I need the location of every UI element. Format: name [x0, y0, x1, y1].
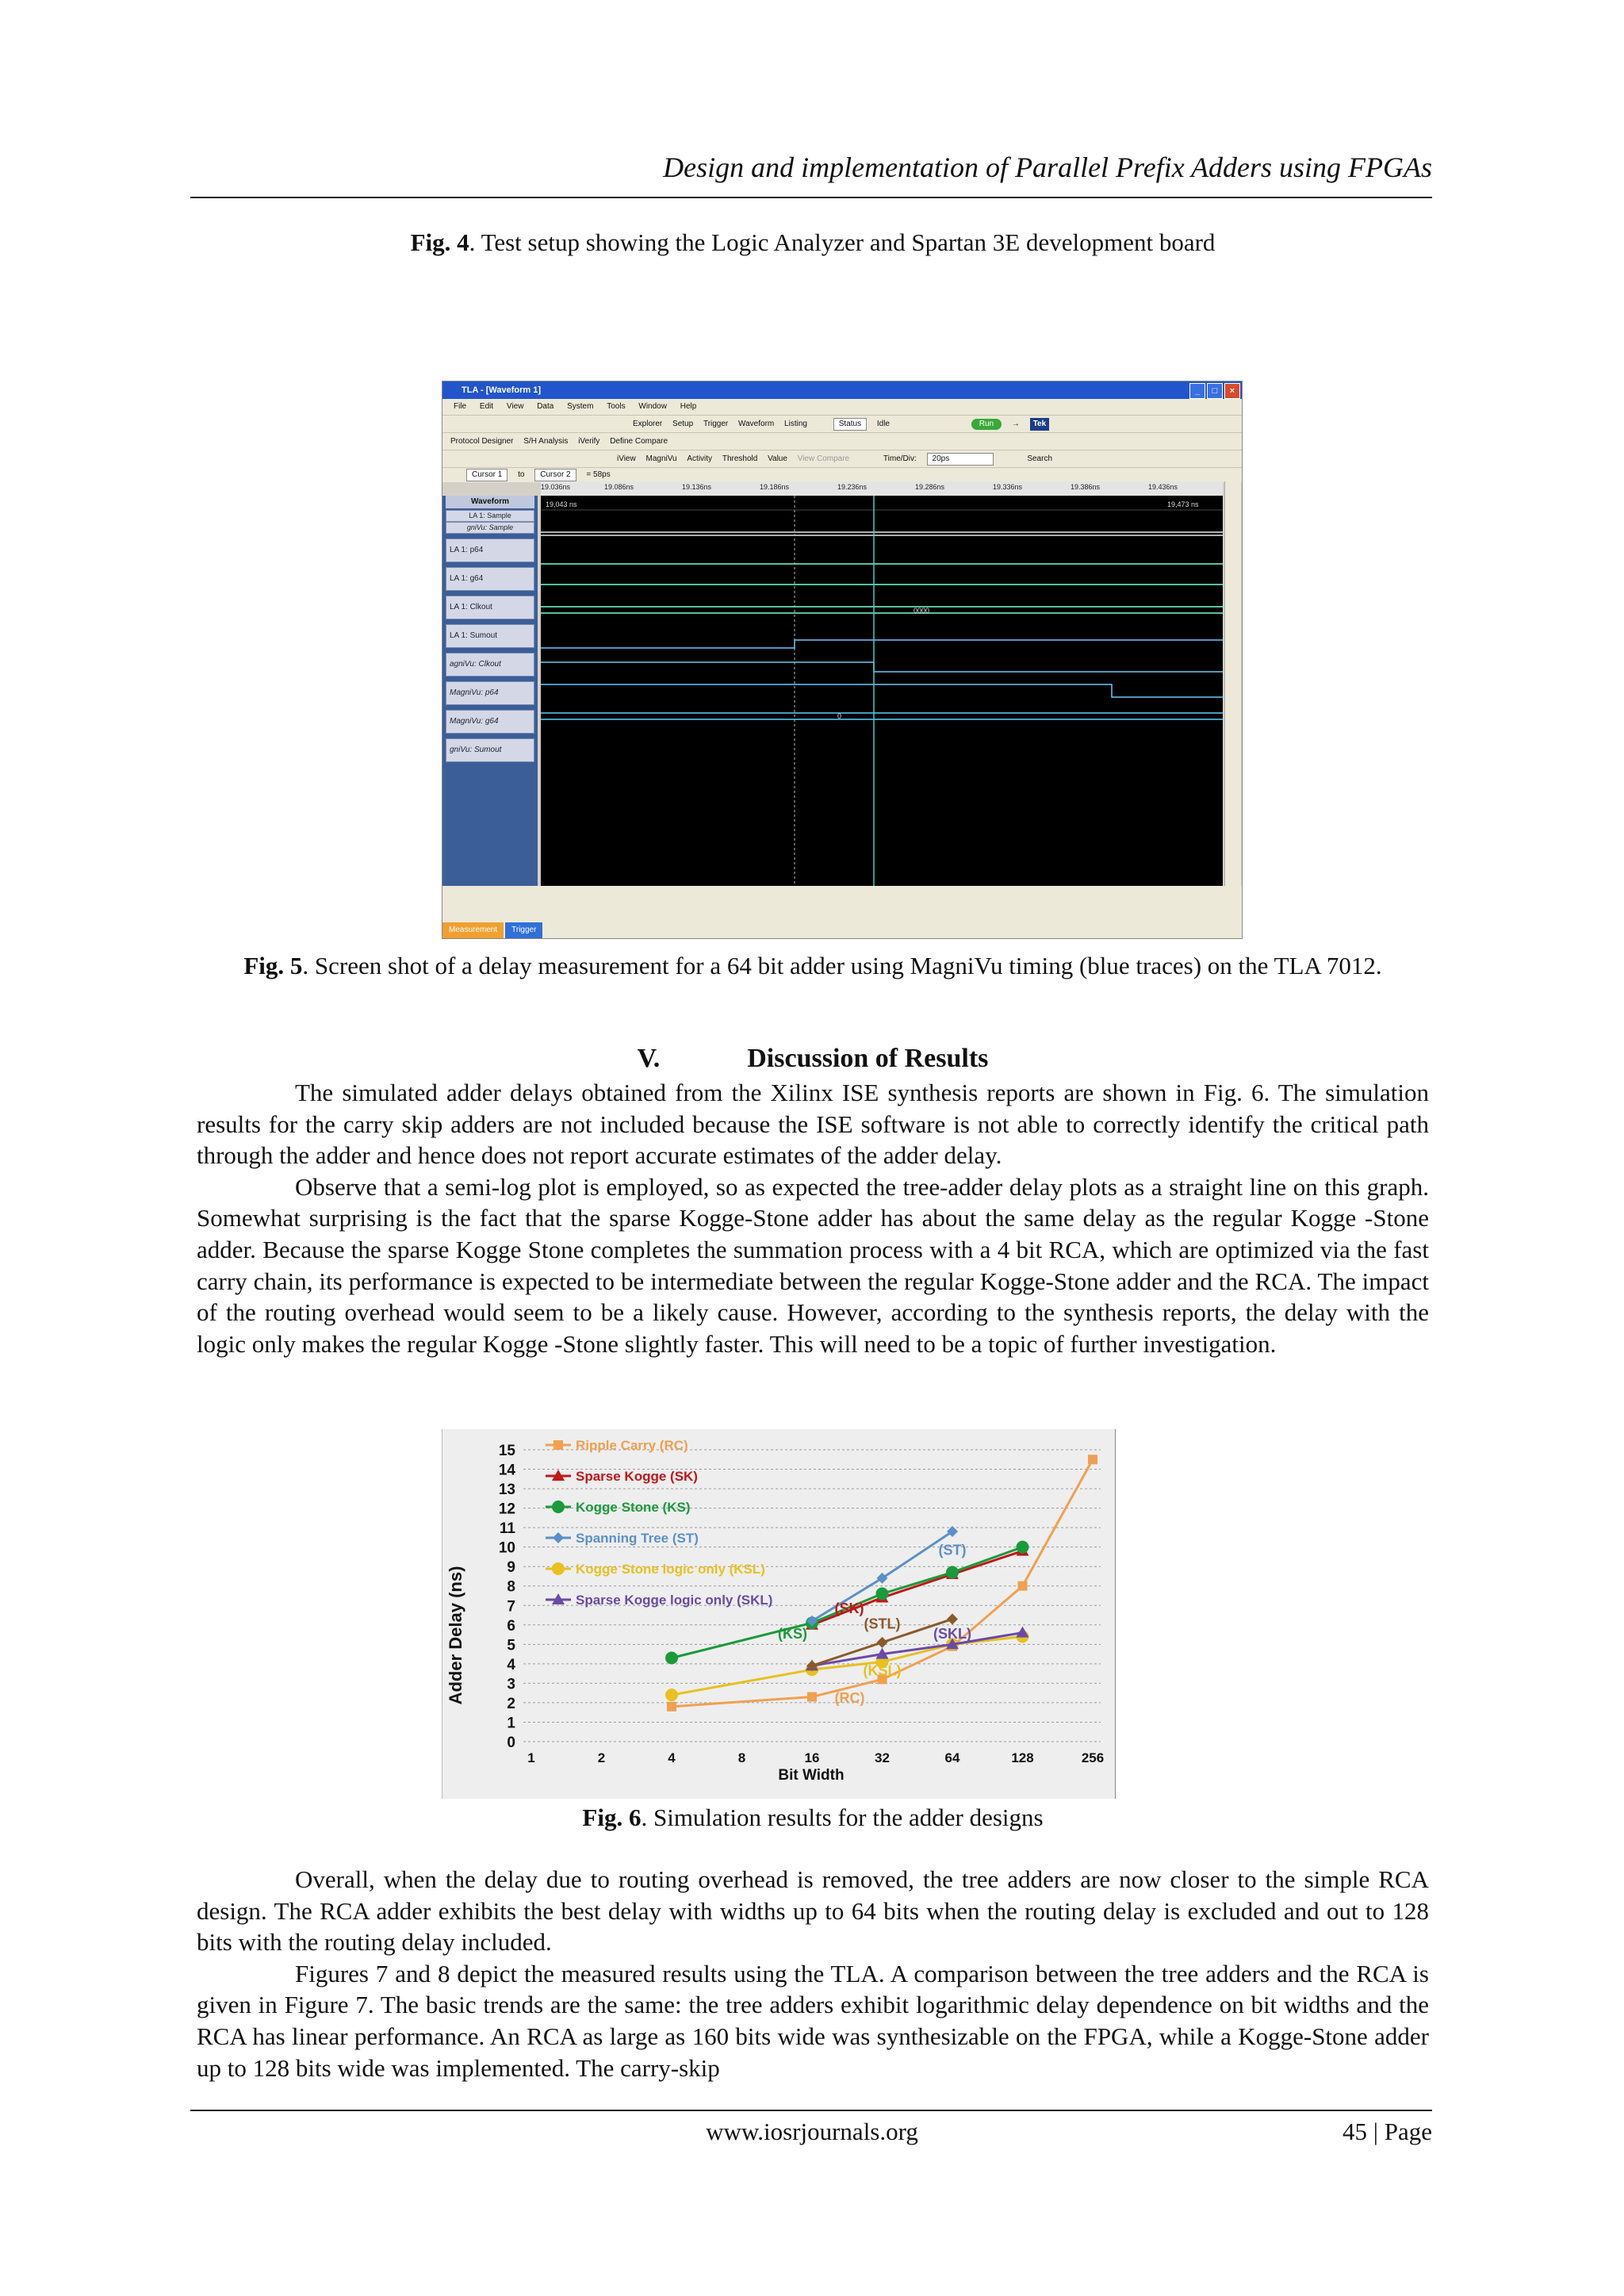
data-point: [947, 1613, 958, 1624]
page-number: 45 | Page: [1342, 2118, 1432, 2145]
y-tick-label: 0: [507, 1734, 515, 1751]
arrow-right-icon: →: [1011, 420, 1020, 428]
time-tick: 19.086ns: [604, 483, 634, 491]
tool-value: Value: [768, 454, 787, 463]
tool-iview: iView: [617, 454, 636, 463]
fig6-caption: [197, 1802, 1429, 1834]
fig4-label: Fig. 4: [410, 228, 469, 256]
channel-label[interactable]: LA 1: p64: [446, 539, 534, 562]
data-point: [876, 1588, 889, 1600]
fig4-text: . Test setup showing the Logic Analyzer and Spartan 3E development board: [469, 228, 1216, 256]
toolbar-view: [442, 450, 1242, 468]
magnivu-sumout-value: 0: [837, 712, 842, 720]
series-tag: (KS): [778, 1625, 807, 1642]
tool-define-compare: Define Compare: [610, 437, 668, 446]
legend-label: Ripple Carry (RC): [576, 1438, 688, 1453]
waveform-plot: [541, 496, 1223, 886]
data-point: [665, 1652, 678, 1665]
tool-listing: Listing: [784, 420, 807, 428]
y-tick-label: 4: [507, 1656, 515, 1673]
search-label: Search: [1027, 454, 1053, 463]
y-tick-label: 9: [507, 1559, 515, 1577]
y-axis-label: Adder Delay (ns): [446, 1566, 465, 1705]
series-tag: (KSL): [863, 1662, 902, 1679]
paragraph: Figures 7 and 8 depict the measured results using the TLA. A comparison between the tree adders and the RCA is given in Figure 7. The basic trends are the same: the tree adders exhibit logarithmic delay dependence on bit widths and the RCA has linear performance. An RCA as large as 160 bits wide was synthesizable on the FPGA, while a Kogge-Stone adder up to 128 bits wide was implemented. The carry-skip: [197, 1959, 1429, 2082]
x-tick-label: 64: [944, 1750, 960, 1765]
bottom-panel: [442, 886, 1242, 938]
legend-label: Kogge Stone logic only (KSL): [576, 1562, 765, 1577]
fig4-caption: [197, 227, 1429, 259]
time-left-readout: 19,043 ns: [546, 500, 577, 508]
time-tick: 19.386ns: [1071, 483, 1101, 491]
data-point: [667, 1702, 676, 1711]
channel-label[interactable]: gniVu: Sumout: [446, 738, 534, 762]
time-tick: 19.136ns: [682, 483, 712, 491]
channel-name-column: [442, 496, 538, 886]
legend-label: Kogge Stone (KS): [576, 1500, 691, 1515]
window-titlebar: [442, 381, 1242, 399]
section-title: Discussion of Results: [747, 1044, 989, 1073]
y-tick-label: 2: [507, 1695, 515, 1712]
tab-measurement[interactable]: Measurement: [442, 922, 504, 938]
y-tick-label: 8: [507, 1578, 515, 1596]
x-tick-label: 2: [597, 1750, 606, 1765]
x-tick-label: 8: [737, 1750, 746, 1765]
toolbar-cursors: [442, 467, 1242, 482]
tool-threshold: Threshold: [722, 454, 758, 463]
tool-view-compare: View Compare: [797, 454, 850, 463]
tool-explorer: Explorer: [633, 420, 663, 428]
y-tick-label: 11: [499, 1520, 515, 1538]
channel-label[interactable]: LA 1: Sumout: [446, 624, 534, 648]
menu-view: View: [506, 402, 524, 411]
status-label: Status: [833, 418, 867, 431]
tool-iverify: iVerify: [578, 437, 600, 446]
x-tick-label: 16: [804, 1750, 820, 1765]
data-point: [946, 1566, 959, 1579]
chart-legend: [546, 1438, 772, 1608]
series-tag: (ST): [938, 1542, 967, 1558]
x-tick-labels: [527, 1750, 1104, 1765]
series-line: [812, 1633, 1023, 1666]
vertical-scrollbar[interactable]: [1224, 481, 1241, 886]
logic-analyzer-screenshot: [442, 381, 1243, 939]
y-tick-label: 3: [507, 1676, 515, 1693]
footer-site: www.iosrjournals.org: [706, 2118, 918, 2145]
y-tick-label: 10: [498, 1539, 515, 1557]
series-3: [806, 1526, 958, 1627]
discussion-text-1: [197, 1077, 1429, 1359]
y-tick-label: 13: [498, 1481, 515, 1499]
tool-setup: Setup: [672, 420, 694, 428]
y-tick-label: 12: [498, 1501, 515, 1518]
run-button-label: Run: [971, 419, 1002, 430]
tool-magnivu: MagniVu: [645, 454, 677, 463]
y-tick-label: 15: [498, 1443, 515, 1459]
footer-rule: [190, 2110, 1432, 2111]
fig6-label: Fig. 6: [582, 1803, 642, 1831]
data-point: [553, 1440, 563, 1450]
channel-label[interactable]: LA 1: g64: [446, 567, 534, 591]
paragraph: Observe that a semi-log plot is employed, so as expected the tree-adder delay plots as a straight line on this graph. Somewhat surprising is the fact that the sparse Kogge-Stone adder has about the same delay as the regular Kogge -Stone adder. Because the sparse Kogge Stone completes the summation process with a 4 bit RCA, which are optimized via the fast carry chain, its performance is expected to be intermediate between the regular Kogge-Stone adder and the RCA. The impact of the routing overhead would seem to be a likely cause. However, according to the synthesis reports, the delay with the logic only makes the regular Kogge -Stone slightly faster. This will need to be a topic of further investigation.: [197, 1172, 1429, 1358]
section-number: V.: [637, 1044, 661, 1073]
section-heading: [197, 1044, 1429, 1074]
tool-waveform: Waveform: [738, 420, 775, 428]
series-tag: (SKL): [933, 1625, 971, 1642]
trace-magnivu-g64: [541, 684, 1223, 697]
data-point: [552, 1501, 565, 1513]
paragraph: The simulated adder delays obtained from the Xilinx ISE synthesis reports are shown in Fig. 6. The simulation results for the carry skip adders are not included because the ISE software is not able to correctly identify the critical path through the adder and hence does not report accurate estimates of the adder delay.: [197, 1079, 1429, 1170]
menu-data: Data: [537, 402, 554, 411]
bottom-tabs: [442, 922, 544, 938]
cursor1-select: Cursor 1: [466, 469, 508, 481]
series-tag: (SK): [834, 1600, 864, 1617]
time-tick: 19.186ns: [760, 483, 790, 491]
channel-label[interactable]: MagniVu: g64: [446, 710, 534, 734]
tool-sh-analysis: S/H Analysis: [523, 437, 569, 446]
series-tag: (STL): [864, 1616, 901, 1632]
cursor2-select: Cursor 2: [534, 469, 576, 481]
maximize-icon: □: [1207, 383, 1223, 399]
tab-trigger[interactable]: Trigger: [505, 922, 542, 938]
channel-label[interactable]: LA 1: Sample: [446, 510, 534, 522]
tek-logo: Tek: [1030, 418, 1050, 431]
channel-label[interactable]: MagniVu: p64: [446, 681, 534, 705]
x-tick-label: 256: [1081, 1750, 1105, 1765]
cursor-delta: = 58ps: [586, 470, 611, 479]
data-point: [877, 1637, 888, 1648]
trace-magnivu-p64: [541, 662, 1223, 672]
y-tick-label: 1: [507, 1715, 515, 1732]
fig5-label: Fig. 5: [243, 952, 303, 979]
sumout-value: 0000: [914, 607, 930, 615]
fig5-caption: [197, 950, 1429, 982]
tool-protocol-designer: Protocol Designer: [450, 437, 514, 446]
cursor-to-label: to: [518, 470, 525, 479]
time-ruler: [541, 481, 1223, 496]
time-tick: 19.236ns: [837, 483, 868, 491]
data-point: [553, 1532, 564, 1543]
paragraph: Overall, when the delay due to routing overhead is removed, the tree adders are now closer to the simple RCA design. The RCA adder exhibits the best delay with widths up to 64 bits when the routing delay is excluded and out to 128 bits with the routing delay included.: [197, 1865, 1429, 1957]
y-tick-label: 7: [507, 1598, 515, 1616]
data-point: [665, 1688, 678, 1701]
y-tick-label: 6: [507, 1617, 515, 1635]
time-right-readout: 19,473 ns: [1167, 500, 1199, 508]
waveform-header: Waveform: [446, 496, 534, 508]
channel-label[interactable]: LA 1: Clkout: [446, 596, 534, 619]
menu-system: System: [567, 402, 594, 411]
adder-delay-chart: [442, 1429, 1116, 1799]
legend-label: Sparse Kogge (SK): [576, 1469, 698, 1484]
trace-magnivu-clkout: [541, 640, 1223, 648]
y-tick-labels: [499, 1443, 516, 1751]
data-point: [1017, 1627, 1029, 1638]
menu-help: Help: [680, 402, 697, 411]
tool-trigger: Trigger: [703, 420, 729, 428]
fig5-text: . Screen shot of a delay measurement for a 64 bit adder using MagniVu timing (blue traces) on the TLA 7012.: [302, 952, 1382, 979]
data-point: [1088, 1455, 1097, 1464]
menubar: [442, 399, 1242, 415]
time-div-label: Time/Div:: [883, 454, 917, 463]
x-tick-label: 1: [527, 1750, 535, 1765]
data-point: [1017, 1541, 1029, 1554]
legend-label: Sparse Kogge logic only (SKL): [576, 1593, 773, 1608]
discussion-text-2: [197, 1864, 1429, 2083]
close-icon: ×: [1224, 383, 1240, 399]
x-tick-label: 4: [668, 1750, 676, 1765]
time-tick: 19.336ns: [993, 483, 1023, 491]
running-header: Design and implementation of Parallel Prefix Adders using FPGAs: [663, 151, 1432, 183]
toolbar-main: [442, 415, 1242, 433]
data-point: [552, 1562, 565, 1575]
channel-label[interactable]: gniVu: Sample: [446, 522, 534, 534]
series-tag: (RC): [834, 1689, 865, 1706]
x-axis-label: Bit Width: [778, 1767, 845, 1784]
channel-label[interactable]: agniVu: Clkout: [446, 653, 534, 677]
window-title: TLA - [Waveform 1]: [462, 385, 542, 395]
menu-edit: Edit: [479, 402, 494, 411]
data-point: [1018, 1581, 1028, 1591]
y-tick-label: 5: [507, 1637, 515, 1654]
menu-file: File: [454, 402, 467, 411]
data-point: [807, 1692, 817, 1702]
status-value: Idle: [876, 420, 890, 428]
menu-window: Window: [638, 402, 667, 411]
time-tick: 19.286ns: [915, 483, 945, 491]
fig6-text: . Simulation results for the adder designs: [641, 1803, 1044, 1831]
x-tick-label: 32: [875, 1750, 890, 1765]
tool-activity: Activity: [687, 454, 713, 463]
time-tick: 19.436ns: [1148, 483, 1178, 491]
toolbar-secondary: [442, 432, 1242, 450]
minimize-icon: _: [1189, 383, 1205, 399]
header-rule: [190, 197, 1432, 198]
menu-tools: Tools: [607, 402, 626, 411]
y-tick-label: 14: [498, 1462, 515, 1479]
time-div-value: 20ps: [927, 453, 994, 466]
legend-label: Spanning Tree (ST): [576, 1531, 699, 1546]
x-tick-label: 128: [1011, 1750, 1034, 1765]
time-tick: 19.036ns: [541, 483, 571, 491]
